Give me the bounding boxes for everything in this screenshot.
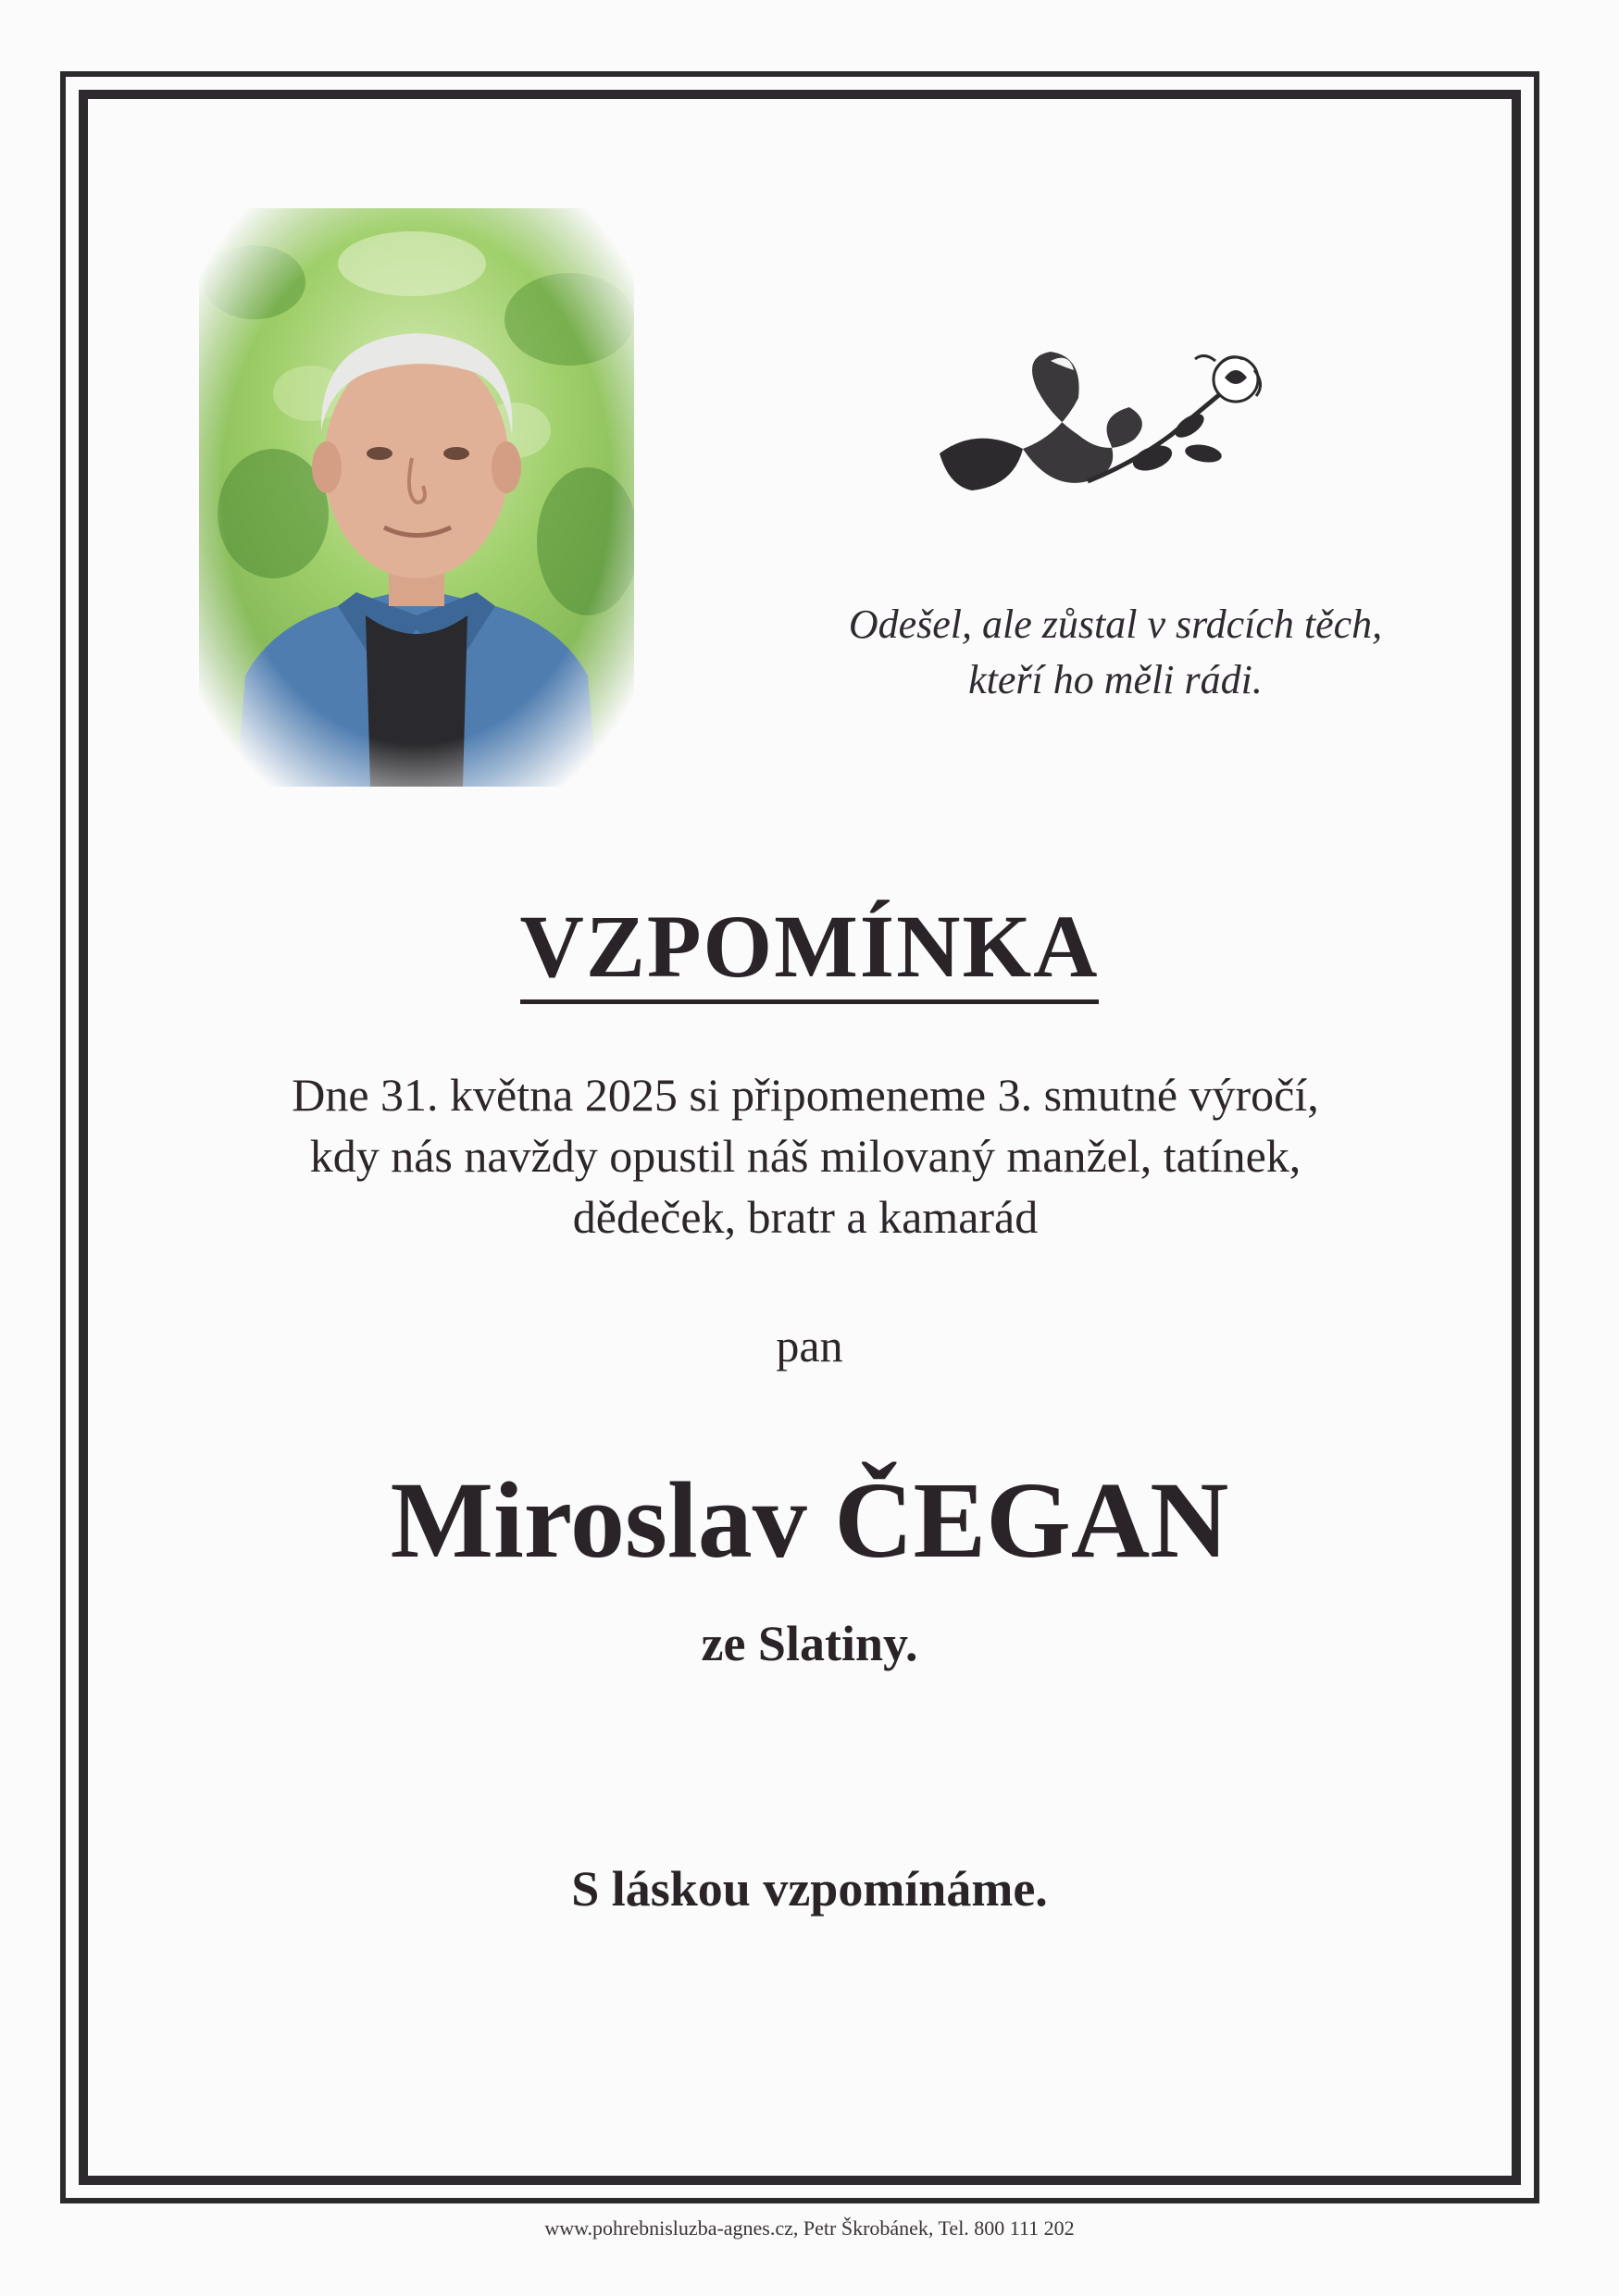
closing-phrase: S láskou vzpomínáme. <box>571 1861 1048 1917</box>
title-text: VZPOMÍNKA <box>520 898 1100 1004</box>
footer-contact: www.pohrebnisluzba-agnes.cz, Petr Škrobánek, Tel. 800 111 202 <box>544 2216 1075 2240</box>
motto <box>704 597 1527 708</box>
announcement-text <box>93 1064 1518 1247</box>
page-title <box>0 898 1619 1004</box>
motto-line-1: Odešel, ale zůstal v srdcích těch, <box>848 602 1383 647</box>
origin-place: ze Slatiny. <box>701 1616 918 1671</box>
deceased-name: Miroslav ČEGAN <box>390 1459 1229 1581</box>
portrait-photo <box>199 208 634 787</box>
announcement-line-1: Dne 31. května 2025 si připomeneme 3. smutné výročí, <box>292 1069 1319 1121</box>
motto-line-2: kteří ho měli rádi. <box>968 657 1263 702</box>
rose-ribbon-ornament <box>921 333 1277 532</box>
announcement-line-3: dědeček, bratr a kamarád <box>572 1191 1039 1243</box>
salutation: pan <box>776 1320 843 1371</box>
announcement-line-2: kdy nás navždy opustil náš milovaný manžel, tatínek, <box>309 1130 1301 1182</box>
